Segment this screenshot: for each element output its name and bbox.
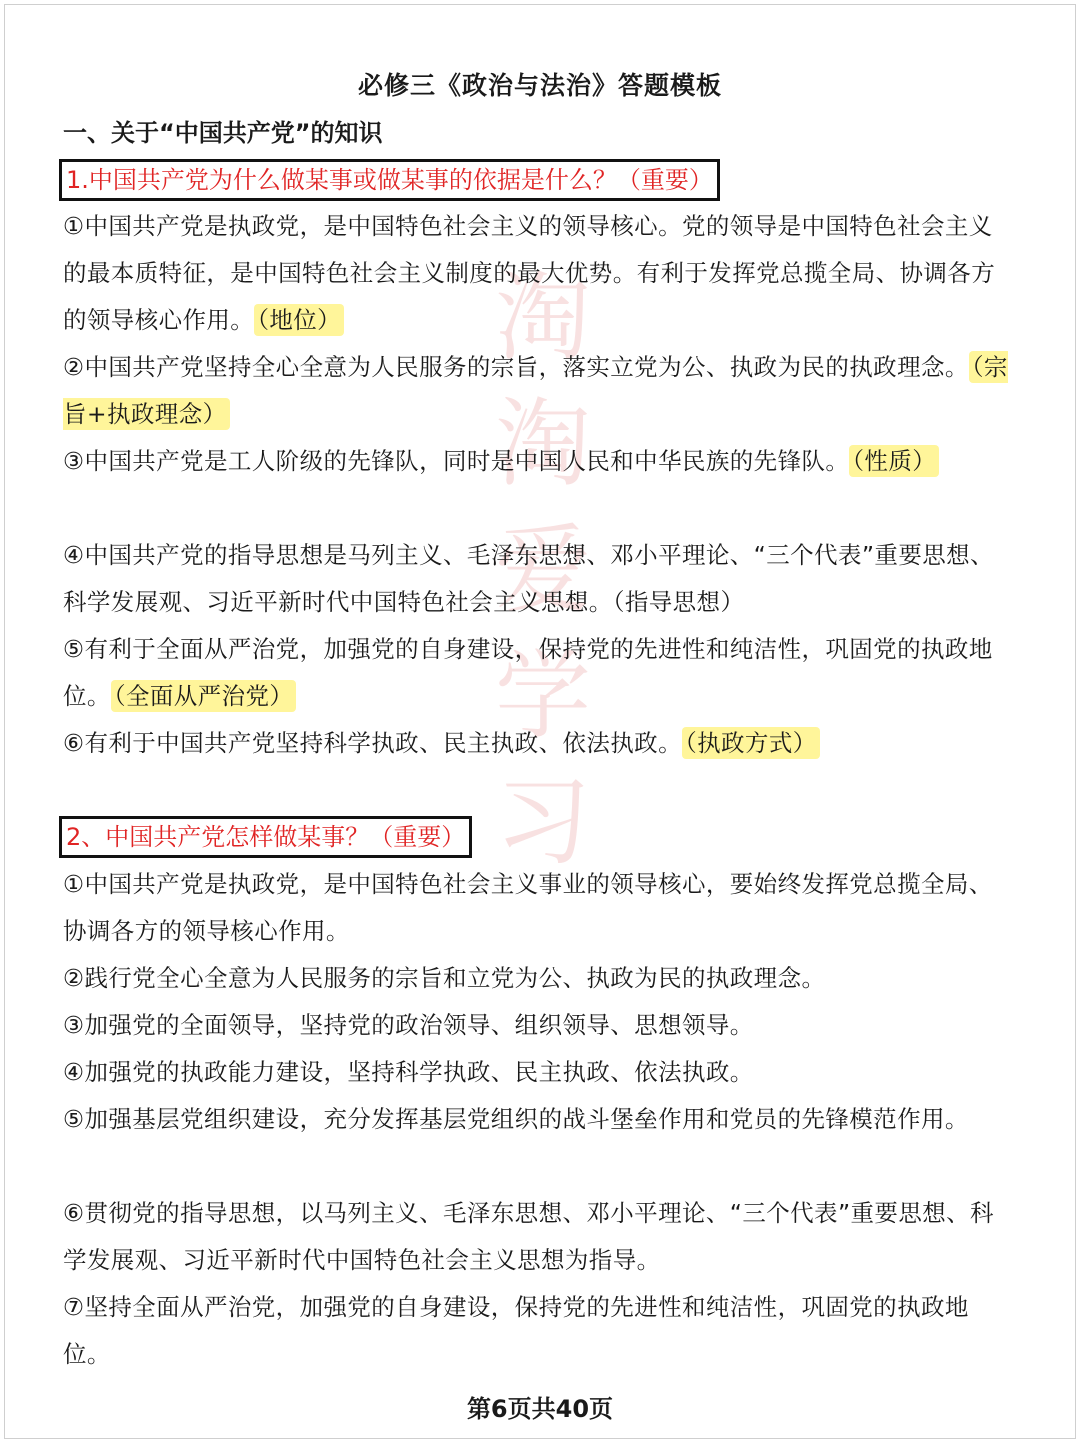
page-number: 第6页共40页 <box>466 1395 614 1423</box>
watermark-char: 爱 <box>495 514 591 626</box>
q1-item-6 <box>63 720 1013 767</box>
item-text: ②中国共产党坚持全心全意为人民服务的宗旨，落实立党为公、执政为民的执政理念。 <box>63 353 969 381</box>
q2-item-5: ⑤加强基层党组织建设，充分发挥基层党组织的战斗堡垒作用和党员的先锋模范作用。 <box>63 1105 969 1133</box>
highlight-tag: （执政方式） <box>682 727 820 759</box>
q1-item-3 <box>63 438 1013 485</box>
watermark-char: 习 <box>495 766 591 878</box>
q1-item-1 <box>63 203 1013 344</box>
item-text: ⑥有利于中国共产党坚持科学执政、民主执政、依法执政。 <box>63 729 682 757</box>
q2-item-1: ①中国共产党是执政党，是中国特色社会主义事业的领导核心，要始终发挥党总揽全局、协调各方的领导核心作用。 <box>63 870 993 945</box>
q1-item-2 <box>63 344 1013 438</box>
q2-item-7: ⑦坚持全面从严治党，加强党的自身建设，保持党的先进性和纯洁性，巩固党的执政地位。 <box>63 1293 969 1368</box>
section-heading: 一、关于“中国共产党”的知识 <box>63 119 383 147</box>
watermark-char: 学 <box>495 640 591 752</box>
q2-item-6: ⑥贯彻党的指导思想，以马列主义、毛泽东思想、邓小平理论、“三个代表”重要思想、科学发展观、习近平新时代中国特色社会主义思想为指导。 <box>63 1199 994 1274</box>
q1-item-4 <box>63 532 1013 626</box>
item-text: ⑤有利于全面从严治党，加强党的自身建设，保持党的先进性和纯洁性，巩固党的执政地位。 <box>63 635 993 710</box>
question-2-box: 2、中国共产党怎样做某事？（重要） <box>59 816 472 858</box>
highlight-tag: （全面从严治党） <box>111 680 296 712</box>
item-text: ④中国共产党的指导思想是马列主义、毛泽东思想、邓小平理论、“三个代表”重要思想、科学发展观、习近平新时代中国特色社会主义思想。（指导思想） <box>63 541 994 616</box>
q2-item-2: ②践行党全心全意为人民服务的宗旨和立党为公、执政为民的执政理念。 <box>63 964 826 992</box>
q1-item-5 <box>63 626 1013 720</box>
watermark-char: 淘 <box>495 262 591 374</box>
watermark-char: 淘 <box>495 388 591 500</box>
document-page <box>4 4 1076 1439</box>
question-1-box: 1.中国共产党为什么做某事或做某事的依据是什么？（重要） <box>59 159 720 201</box>
page-title: 必修三《政治与法治》答题模板 <box>357 71 722 100</box>
highlight-tag: （地位） <box>254 304 344 336</box>
highlight-tag: （性质） <box>849 445 939 477</box>
q2-item-4: ④加强党的执政能力建设，坚持科学执政、民主执政、依法执政。 <box>63 1058 754 1086</box>
item-text: ①中国共产党是执政党，是中国特色社会主义的领导核心。党的领导是中国特色社会主义的最本质特征，是中国特色社会主义制度的最大优势。有利于发挥党总揽全局、协调各方的领导核心作用。 <box>63 212 996 334</box>
q2-item-3: ③加强党的全面领导，坚持党的政治领导、组织领导、思想领导。 <box>63 1011 754 1039</box>
highlight-tag: （宗旨+执政理念） <box>63 353 1008 428</box>
item-text: ③中国共产党是工人阶级的先锋队，同时是中国人民和中华民族的先锋队。 <box>63 447 850 475</box>
